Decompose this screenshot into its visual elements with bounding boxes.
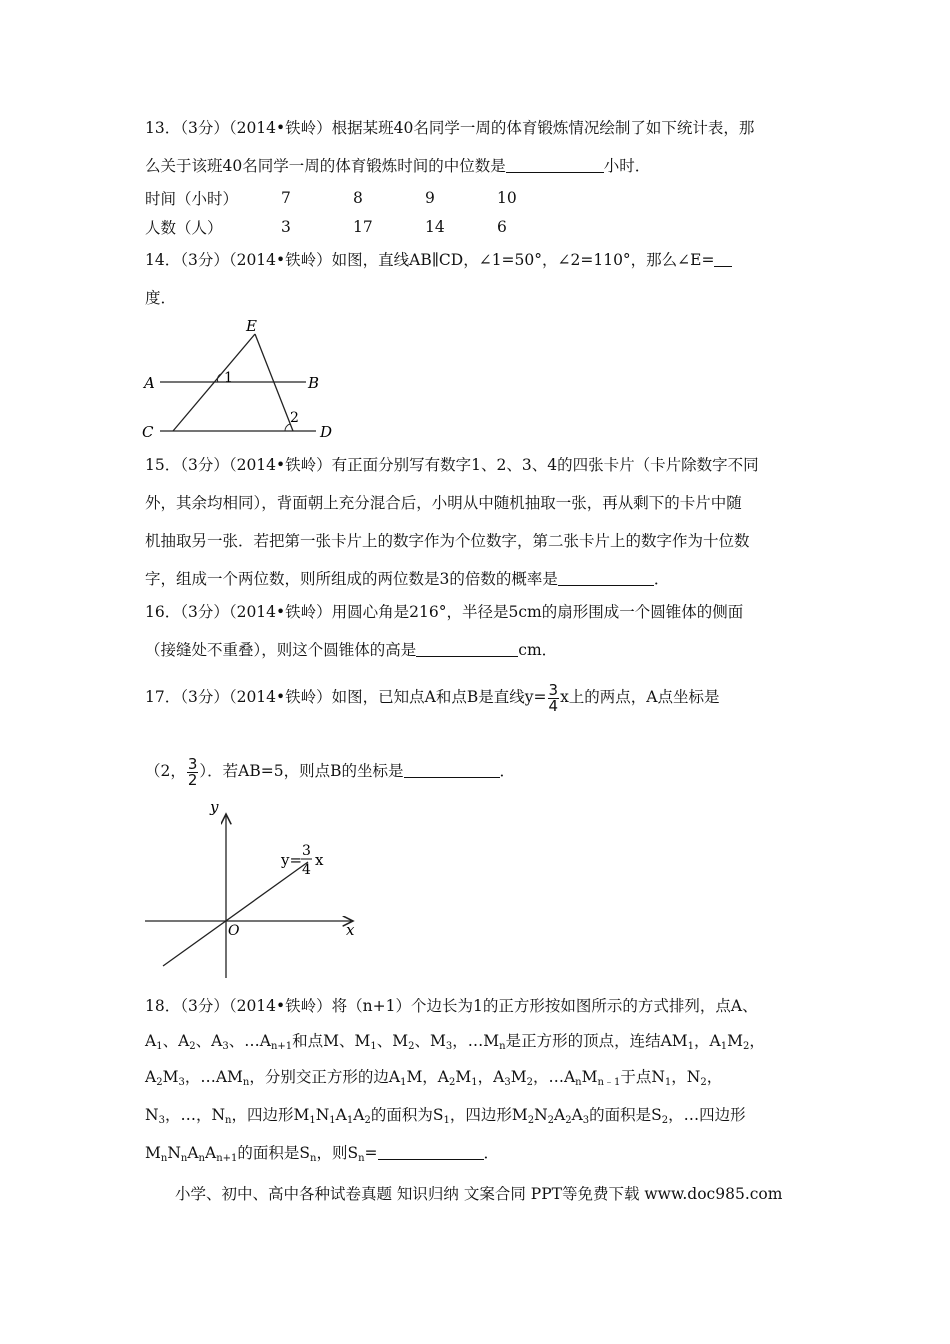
label-y: y — [210, 800, 219, 816]
label-x: x — [346, 921, 355, 939]
line-y-3-4-x — [163, 862, 308, 966]
page-footer: 小学、初中、高中各种试卷真题 知识归纳 文案合同 PPT等免费下载 www.doc985.com — [175, 1185, 783, 1203]
answer-blank — [558, 570, 654, 586]
label-origin: O — [228, 923, 240, 939]
parallel-lines-figure — [130, 312, 350, 442]
q18-line4: $N_3$，…，$N_n$，四边形$M_1N_1A_1A_2$的面积为$S_1$，四边形$M_2N_2A_2A_3$的面积是$S_2$，…四边形 — [145, 1106, 746, 1126]
answer-blank — [416, 641, 518, 657]
label-angle1: 1 — [224, 370, 233, 386]
svg-text:3: 3 — [302, 843, 311, 859]
fraction-three-halves: $\frac{3}{2}$ — [187, 754, 198, 789]
label-angle2: 2 — [290, 410, 299, 426]
table-cell: 3 — [281, 217, 291, 236]
q14-line1: 14．（3分）（2014•铁岭）如图，直线AB∥CD，∠1=50°，∠2=110°，那么∠E= — [145, 250, 732, 270]
q17-line2: （2， $\frac{3}{2}$ ）．若AB=5，则点B的坐标是 ． — [145, 754, 516, 789]
q18-line2: $A_1$、$A_2$、$A_3$、$\dots A_{n+1}$和点M、$M_1$、$M_2$、$M_3$，$\dots M_n$是正方形的顶点，连结$AM_1$，$A_1M_2$， — [145, 1032, 765, 1052]
label-a: A — [144, 374, 155, 392]
svg-text:x: x — [315, 851, 324, 869]
q16-line2: （接缝处不重叠），则这个圆锥体的高是 cm． — [145, 641, 558, 659]
svg-text:4: 4 — [302, 862, 311, 878]
coordinate-figure — [140, 800, 370, 985]
q14-line2: 度． — [145, 289, 177, 307]
table-cell: 17 — [353, 217, 373, 236]
label-b: B — [308, 374, 320, 392]
q18-line5: $M_nN_nA_nA_{n+1}$的面积是$S_n$，则$S_n=$ ． — [145, 1144, 500, 1164]
q15-line2: 外，其余均相同），背面朝上充分混合后，小明从中随机抽取一张，再从剩下的卡片中随 — [145, 494, 742, 512]
q13-line1: 13．（3分）（2014•铁岭）根据某班40名同学一周的体育锻炼情况绘制了如下统计表，那 — [145, 119, 755, 137]
table-cell: 10 — [497, 188, 517, 207]
table-cell: 6 — [497, 217, 507, 236]
table-cell: 8 — [353, 188, 363, 207]
label-d: D — [320, 423, 333, 441]
table-cell: 9 — [425, 188, 435, 207]
table-cell: 14 — [425, 217, 445, 236]
q15-line3: 机抽取另一张．若把第一张卡片上的数字作为个位数字，第二张卡片上的数字作为十位数 — [145, 532, 750, 550]
q13-line2: 么关于该班40名同学一周的体育锻炼时间的中位数是 小时． — [145, 157, 651, 175]
label-c: C — [142, 423, 154, 441]
q15-line4: 字，组成一个两位数，则所组成的两位数是3的倍数的概率是 ． — [145, 570, 670, 588]
table-cell: 人数（人） — [145, 218, 223, 237]
table-cell: 时间（小时） — [145, 189, 239, 208]
q18-line3: $A_2M_3$，$\dots AM_n$，分别交正方形的边$A_1M$，$A_2M_1$，$A_3M_2$，$\dots A_nM_{n﹣1}$于点$N_1$，$N_2$， — [145, 1068, 723, 1088]
q15-line1: 15．（3分）（2014•铁岭）有正面分别写有数字1、2、3、4的四张卡片（卡片除数字不同 — [145, 456, 759, 474]
answer-blank — [378, 1144, 484, 1160]
fraction-three-quarters: $\frac{3}{4}$ — [548, 680, 559, 715]
q16-line1: 16．（3分）（2014•铁岭）用圆心角是216°，半径是5cm的扇形围成一个圆锥体的侧面 — [145, 603, 744, 621]
q13-table — [145, 183, 557, 241]
table-cell: 7 — [281, 188, 291, 207]
q17-line1: 17．（3分）（2014•铁岭）如图，已知点A和点B是直线y= $\frac{3}{4}$ x上的两点，A点坐标是 — [145, 680, 720, 715]
table-row — [145, 212, 557, 241]
table-row — [145, 183, 557, 212]
answer-blank — [506, 157, 604, 173]
answer-blank — [714, 251, 732, 267]
q18-line1: 18．（3分）（2014•铁岭）将（n+1）个边长为1的正方形按如图所示的方式排列，点A、 — [145, 997, 758, 1015]
svg-text:y=: y= — [281, 851, 303, 869]
label-e: E — [246, 317, 257, 335]
line-equation-label — [280, 843, 324, 878]
answer-blank — [404, 762, 500, 778]
